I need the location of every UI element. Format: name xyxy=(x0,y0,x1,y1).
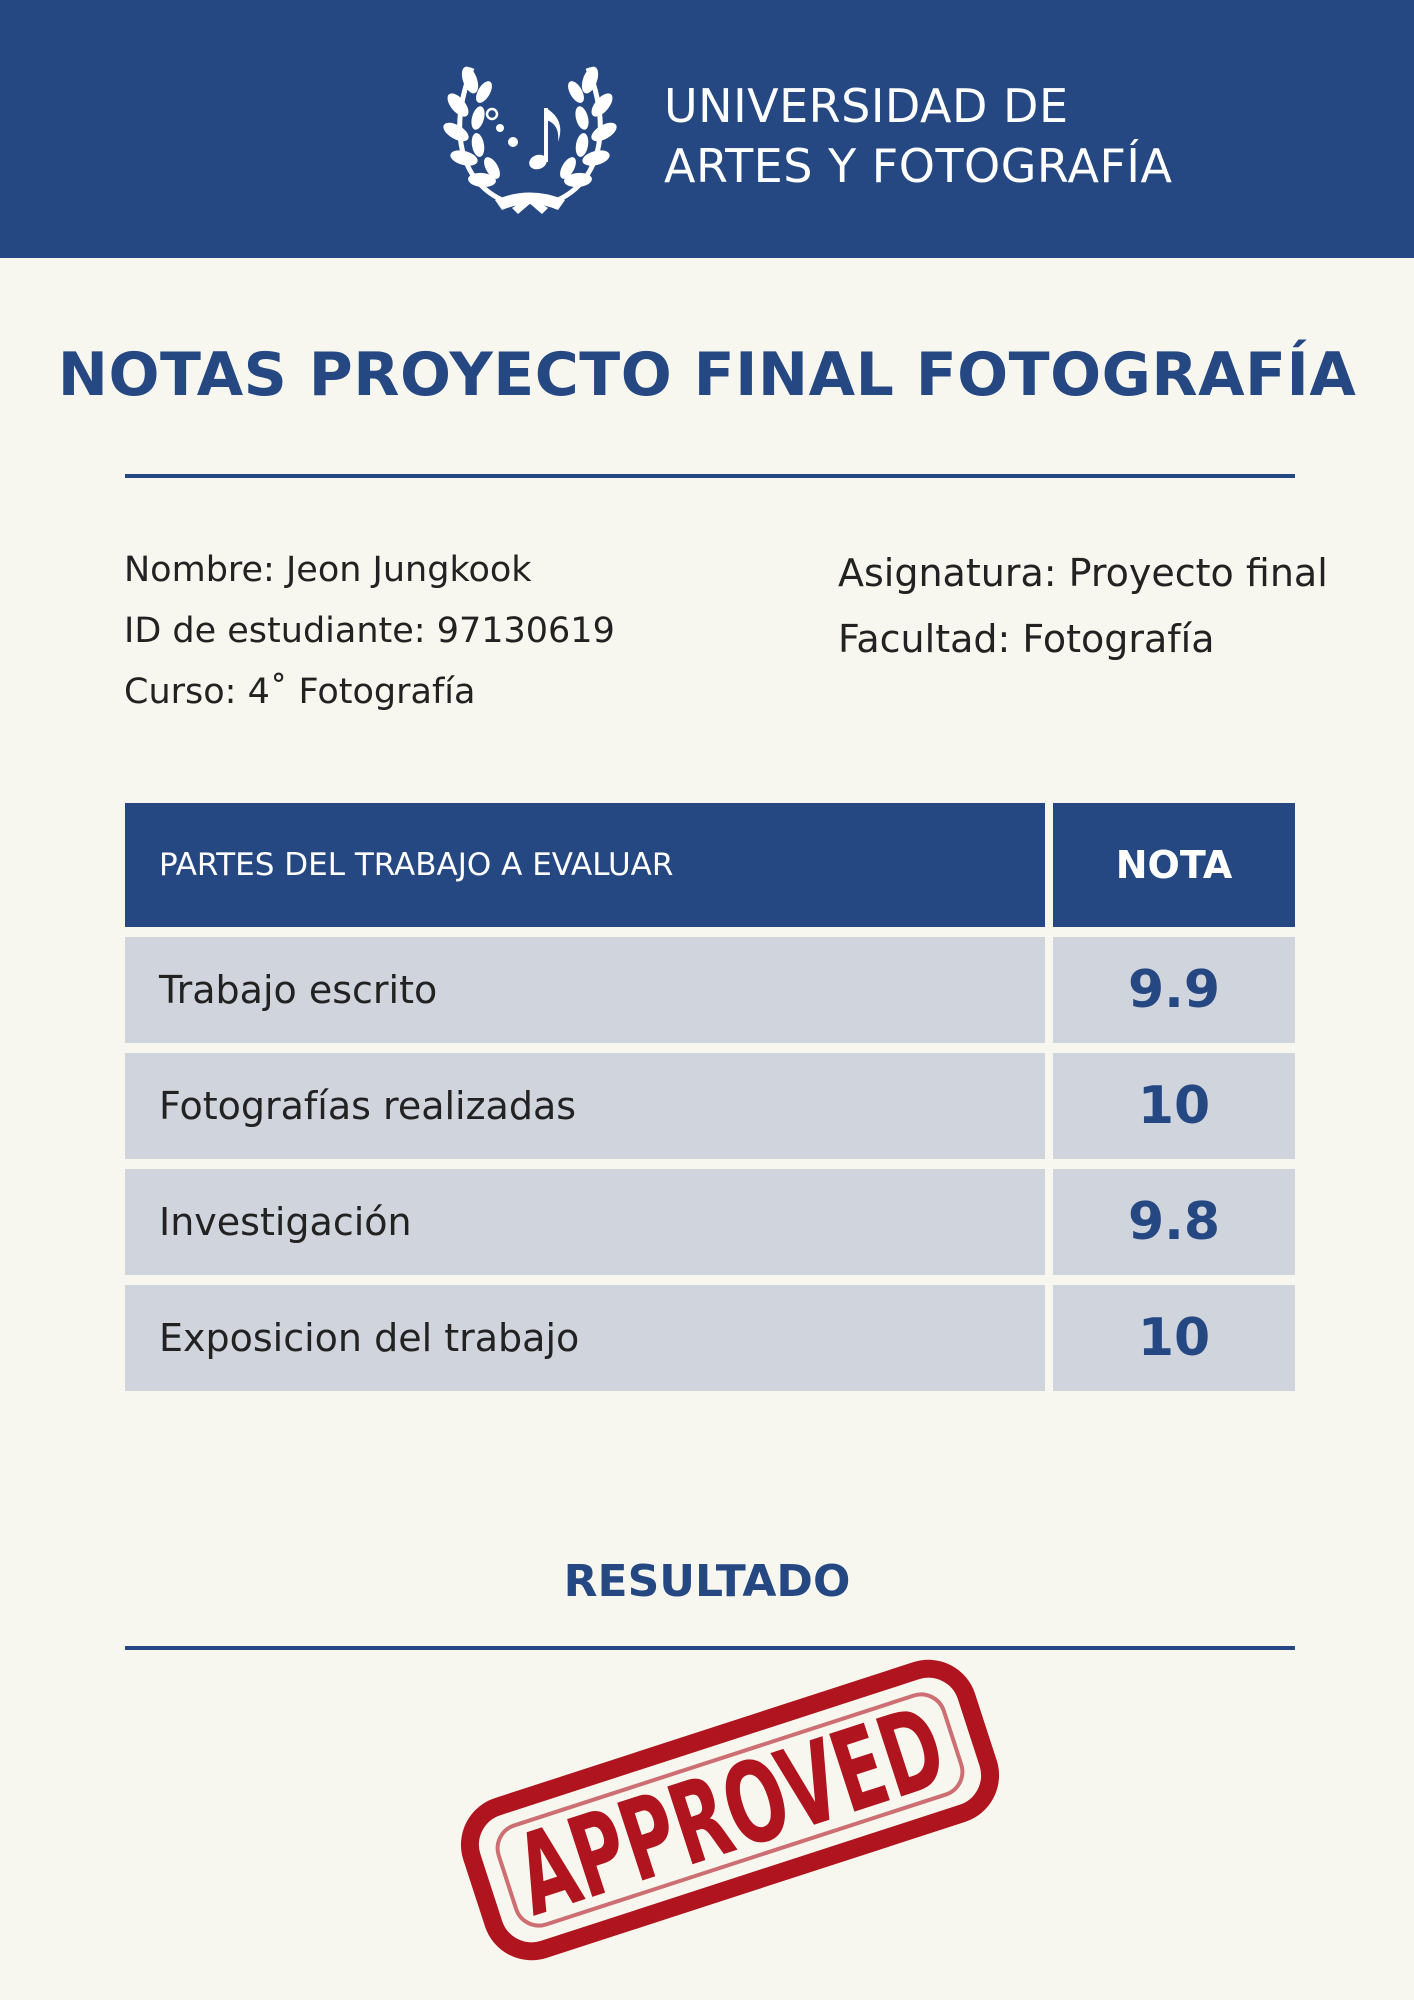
part-cell: Trabajo escrito xyxy=(125,937,1045,1043)
grade-cell: 10 xyxy=(1053,1285,1295,1391)
student-info-right xyxy=(838,540,1328,672)
student-info-left xyxy=(124,540,615,723)
university-name-line1: UNIVERSIDAD DE xyxy=(664,79,1069,133)
grade-cell: 10 xyxy=(1053,1053,1295,1159)
student-course: Curso: 4˚ Fotografía xyxy=(124,672,476,712)
header-parts: PARTES DEL TRABAJO A EVALUAR xyxy=(125,803,1045,927)
grade-cell: 9.8 xyxy=(1053,1169,1295,1275)
student-id: ID de estudiante: 97130619 xyxy=(124,611,615,651)
student-faculty: Facultad: Fotografía xyxy=(838,617,1215,661)
table-row xyxy=(125,937,1295,1043)
page-title: NOTAS PROYECTO FINAL FOTOGRAFÍA xyxy=(57,340,1357,410)
result-heading: RESULTADO xyxy=(563,1556,851,1607)
student-subject: Asignatura: Proyecto final xyxy=(838,551,1328,595)
table-row xyxy=(125,1169,1295,1275)
header-banner xyxy=(0,0,1414,258)
university-name xyxy=(664,76,1172,196)
part-cell: Exposicion del trabajo xyxy=(125,1285,1045,1391)
stamp-text: APPROVED xyxy=(501,1606,1194,1942)
table-header-row xyxy=(125,803,1295,927)
laurel-music-note-icon xyxy=(440,50,620,215)
part-cell: Investigación xyxy=(125,1169,1045,1275)
table-row xyxy=(125,1285,1295,1391)
table-row xyxy=(125,1053,1295,1159)
approved-stamp xyxy=(440,1606,1194,1980)
part-cell: Fotografías realizadas xyxy=(125,1053,1045,1159)
student-name: Nombre: Jeon Jungkook xyxy=(124,550,532,590)
grades-table xyxy=(125,803,1295,1401)
university-name-line2: ARTES Y FOTOGRAFÍA xyxy=(664,139,1173,193)
header-nota: NOTA xyxy=(1053,803,1295,927)
title-divider xyxy=(125,474,1295,478)
grade-cell: 9.9 xyxy=(1053,937,1295,1043)
